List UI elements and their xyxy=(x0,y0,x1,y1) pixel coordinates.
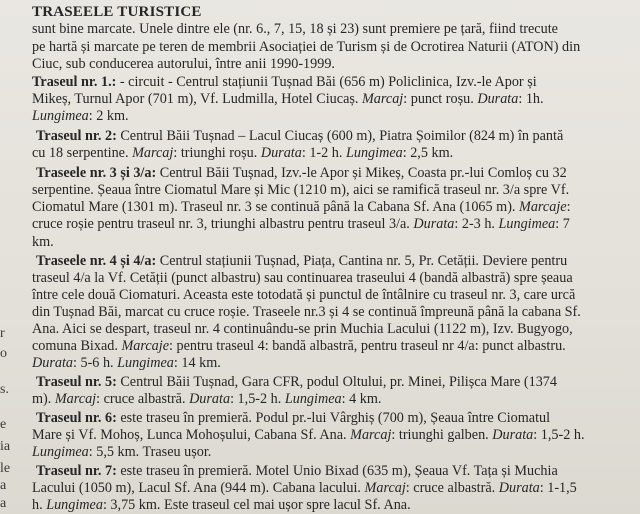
intro-line-2: pe hartă și marcate pe teren de membrii Asociației de Turism și de Ocrotirea Naturii (ATON) din xyxy=(32,39,581,55)
route-5-label: Traseul nr. 5: xyxy=(36,374,117,390)
route-4-label: Traseele nr. 4 și 4/a: xyxy=(36,253,157,269)
route-3-line-4: cruce roșie pentru traseul nr. 3, triunghi albastru pentru traseul 3/a. Durata: 2-3 h. Lungimea: 7 xyxy=(32,216,570,232)
route-4-line-6: comuna Bixad. Marcaje: pentru traseul 4: bandă albastră, pentru traseul nr 4/a: punct albastru. xyxy=(32,338,566,354)
route-4-line-1: Traseele nr. 4 și 4/a: Centrul stațiunii Tușnad, Piața, Cantina nr. 5, Pr. Cetății. Deviere pentru xyxy=(36,253,568,269)
route-2-line-2: cu 18 serpentine. Marcaj: triunghi roșu. Durata: 1-2 h. Lungimea: 2,5 km. xyxy=(32,145,454,161)
route-6-label: Traseul nr. 6: xyxy=(36,410,117,426)
route-7-line-3: h. Lungimea: 3,75 km. Este traseul cel mai ușor spre lacul Sf. Ana. xyxy=(32,497,411,513)
route-2-line-1: Traseul nr. 2: Centrul Băii Tușnad – Lacul Ciucaș (600 m), Piatra Șoimilor (824 m) în pantă xyxy=(36,128,564,144)
route-7-label: Traseul nr. 7: xyxy=(36,463,117,479)
section-heading: TRASEELE TURISTICE xyxy=(32,4,202,20)
route-3-line-2: serpentine. Șeaua între Ciomatul Mare și Mic (1210 m), aici se ramifică traseul nr. 3/a spre Vf. xyxy=(32,182,570,198)
margin-fragment: a xyxy=(0,496,7,511)
route-4-line-3: între cele două Ciomaturi. Aceasta este totodată și punctul de întâlnire cu traseul nr. 3, care urcă xyxy=(32,287,576,303)
route-4-line-2: traseul 4/a la Vf. Cetății (punct albastru) sau continuarea traseului 4 (bandă albastră) spre șeaua xyxy=(32,270,573,286)
route-4-line-5: Ana. Aici se despart, traseul nr. 4 continuându-se prin Muchia Lacului (1122 m), Izv. Bugyogo, xyxy=(32,321,573,337)
route-1-label: Traseul nr. 1.: xyxy=(32,74,117,90)
route-6-line-3: Lungimea: 5,5 km. Traseu ușor. xyxy=(32,444,212,460)
intro-line-3: Ciuc, sub conducerea autorului, între anii 1990-1999. xyxy=(32,56,335,72)
route-7-line-1: Traseul nr. 7: este traseu în premieră. Motel Unio Bixad (635 m), Șeaua Vf. Tața și Muchia xyxy=(36,463,558,479)
route-5-line-2: m). Marcaj: cruce albastră. Durata: 1,5-2 h. Lungimea: 4 km. xyxy=(32,391,382,407)
margin-fragment: e xyxy=(0,417,7,432)
route-4-line-7: Durata: 5-6 h. Lungimea: 14 km. xyxy=(32,355,221,371)
route-3-label: Traseele nr. 3 și 3/a: xyxy=(36,165,157,181)
route-3-line-5: km. xyxy=(32,234,54,250)
route-4-line-4: din Tușnad Băi, marcat cu cruce roșie. Traseele nr.3 și 4 se continuă împreună până la cabana Sf. xyxy=(32,304,581,320)
margin-fragment: o xyxy=(0,346,7,361)
route-6-line-1: Traseul nr. 6: este traseu în premieră. Podul pr.-lui Vârghiș (700 m), Șeaua între Ciomatul xyxy=(36,410,551,426)
route-5-line-1: Traseul nr. 5: Centrul Băii Tușnad, Gara CFR, podul Oltului, pr. Minei, Pilișca Mare (1374 xyxy=(36,374,557,390)
route-1-line-1: Traseul nr. 1.: - circuit - Centrul stațiunii Tușnad Băi (656 m) Policlinica, Izv.-le Apor și xyxy=(32,74,537,90)
intro-line-1: sunt bine marcate. Unele dintre ele (nr. 6., 7, 15, 18 și 23) sunt premiere pe țară, fiind trecute xyxy=(32,21,558,37)
route-3-line-3: Ciomatul Mare (1301 m). Traseul nr. 3 se continuă până la Cabana Sf. Ana (1065 m). Marcaje: xyxy=(32,199,571,215)
margin-fragment: a xyxy=(0,478,7,493)
route-1-line-3: Lungimea: 2 km. xyxy=(32,108,129,124)
route-3-line-1: Traseele nr. 3 și 3/a: Centrul Băii Tușnad, Izv.-le Apor și Mikeș, Coasta pr.-lui Comloș cu 32 xyxy=(36,165,567,181)
route-7-line-2: Lacului (1050 m), Lacul Sf. Ana (944 m). Cabana lacului. Marcaj: cruce albastră. Durata: 1-1,5 xyxy=(32,480,577,496)
route-6-line-2: Mare și Vf. Mohoș, Lunca Mohoșului, Cabana Sf. Ana. Marcaj: triunghi galben. Durata: 1,5-2 h. xyxy=(32,427,585,443)
route-1-line-2: Mikeș, Turnul Apor (701 m), Vf. Ludmilla, Hotel Ciucaș. Marcaj: punct roșu. Durata: 1h. xyxy=(32,91,544,107)
margin-fragment: le xyxy=(0,461,11,476)
route-2-label: Traseul nr. 2: xyxy=(36,128,117,144)
margin-fragment: s. xyxy=(0,382,9,397)
margin-fragment: r xyxy=(0,326,5,341)
margin-fragment: ia xyxy=(0,439,11,454)
